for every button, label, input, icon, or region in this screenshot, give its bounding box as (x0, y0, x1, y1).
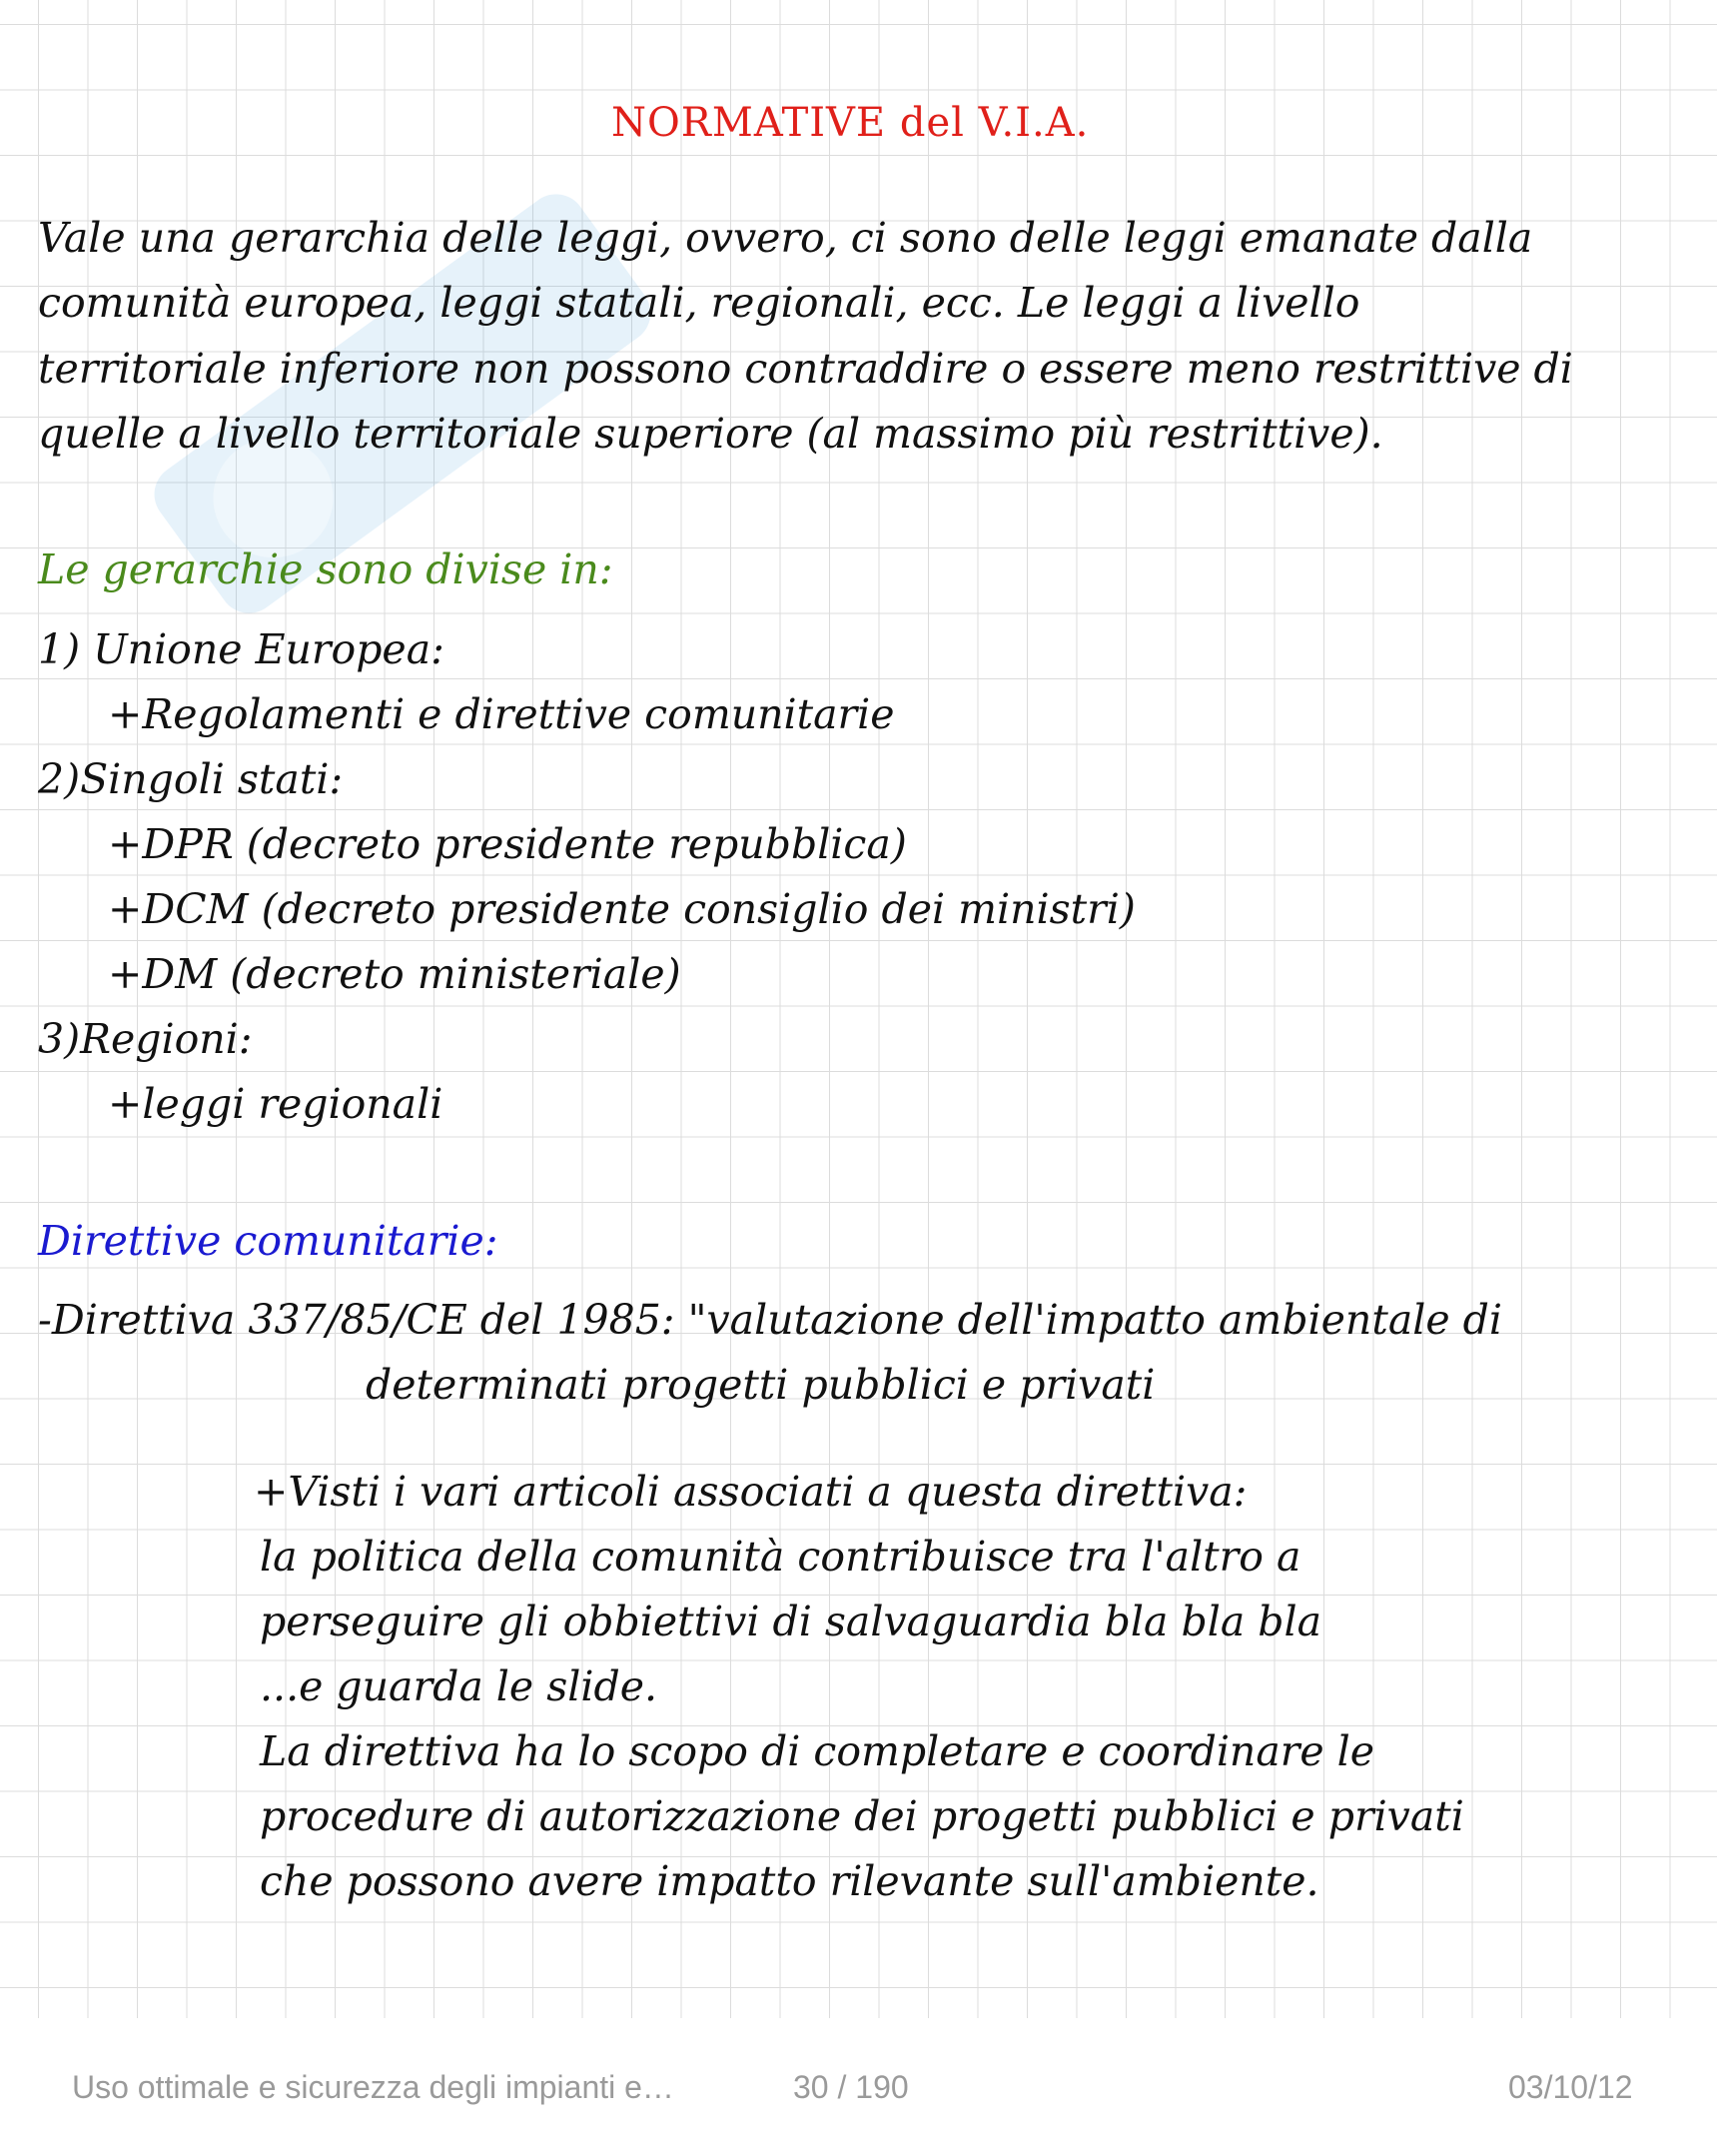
note-line: che possono avere impatto rilevante sull'ambiente. (260, 1857, 1319, 1905)
note-line: perseguire gli obbiettivi di salvaguardia bla bla bla (260, 1598, 1322, 1645)
footer-page-number: 30 / 190 (793, 2069, 909, 2105)
directives-heading: Direttive comunitarie: (38, 1217, 498, 1265)
directive-line: -Direttiva 337/85/CE del 1985: "valutazione dell'impatto ambientale di (38, 1296, 1503, 1344)
intro-line: quelle a livello territoriale superiore (al massimo più restrittive). (38, 410, 1383, 458)
directive-line: determinati progetti pubblici e privati (366, 1361, 1156, 1409)
page-title: NORMATIVE del V.I.A. (611, 100, 1090, 146)
hierarchy-subitem: +DM (decreto ministeriale) (108, 950, 681, 998)
hierarchy-subitem: +DPR (decreto presidente repubblica) (108, 820, 907, 868)
hierarchy-item: 2)Singoli stati: (38, 755, 344, 803)
intro-line: comunità europea, leggi statali, regionali, ecc. Le leggi a livello (38, 279, 1360, 327)
intro-line: territoriale inferiore non possono contraddire o essere meno restrittive di (38, 345, 1573, 393)
note-line: La direttiva ha lo scopo di completare e coordinare le (260, 1727, 1375, 1775)
note-line: ...e guarda le slide. (260, 1662, 658, 1710)
note-line: +Visti i vari articoli associati a questa direttiva: (254, 1468, 1248, 1516)
hierarchy-subitem: +Regolamenti e direttive comunitarie (108, 690, 895, 738)
footer-date: 03/10/12 (1508, 2069, 1633, 2105)
hierarchy-subitem: +leggi regionali (108, 1080, 443, 1128)
hierarchy-item: 3)Regioni: (38, 1015, 253, 1063)
note-line: procedure di autorizzazione dei progetti pubblici e privati (260, 1792, 1464, 1840)
intro-line: Vale una gerarchia delle leggi, ovvero, ci sono delle leggi emanate dalla (38, 214, 1533, 262)
hierarchy-subitem: +DCM (decreto presidente consiglio dei ministri) (108, 885, 1136, 933)
footer-document-title: Uso ottimale e sicurezza degli impianti e… (72, 2069, 674, 2105)
hierarchy-item: 1) Unione Europea: (38, 625, 444, 673)
note-line: la politica della comunità contribuisce tra l'altro a (260, 1533, 1301, 1581)
hierarchy-heading: Le gerarchie sono divise in: (38, 545, 613, 593)
